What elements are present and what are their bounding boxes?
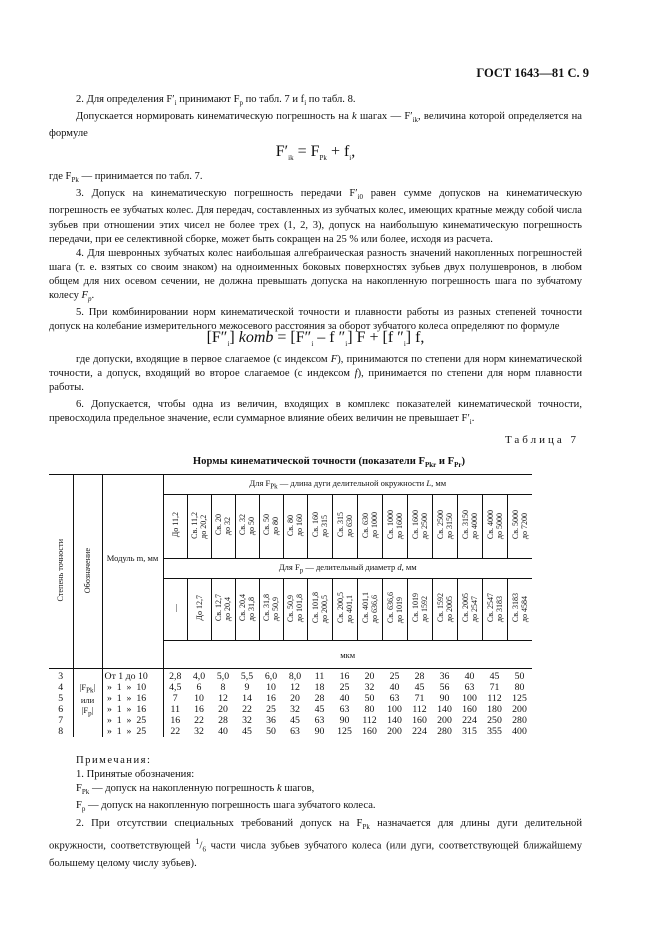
table-cell: 250 <box>487 715 502 726</box>
tolerance-table <box>49 474 532 737</box>
paragraph-5b: где допуски, входящие в первое слагаемое (с индексом F), принимаются по степени для норм кинематической точности, а допуск, входящий во второе слагаемое (с индексом f), принимается по степени для норм плавности работы. <box>49 354 583 394</box>
table-cell: 50 <box>514 671 525 682</box>
degree-column <box>49 669 73 738</box>
table-cell: 8,0 <box>288 671 302 682</box>
table-cell: 40 <box>389 682 400 693</box>
diameter-col-9: Св. 636,6 до 1019 <box>382 579 407 641</box>
col-degree-header: Степень точности <box>49 475 73 669</box>
module-value: » 1 » 16 <box>104 693 147 704</box>
table-cell: 7 <box>172 693 178 704</box>
module-value: » 1 » 25 <box>104 715 147 726</box>
table-cell: 224 <box>462 715 477 726</box>
table-cell: 200 <box>512 704 527 715</box>
module-value: От 1 до 10 <box>104 671 148 682</box>
length-col-1: Св. 11,2 до 20,2 <box>187 495 211 559</box>
table-cell: 11 <box>170 704 180 715</box>
length-col-13: Св. 4000 до 5000 <box>482 495 507 559</box>
degree-value: 5 <box>58 693 64 704</box>
diameter-col-0: — <box>163 579 187 641</box>
table-cell: 11 <box>314 671 325 682</box>
table-cell: 5,5 <box>240 671 254 682</box>
unit-header: мкм <box>163 641 532 669</box>
table-cell: 280 <box>437 726 452 737</box>
table-cell: 6,0 <box>264 671 278 682</box>
table-cell: 90 <box>339 715 350 726</box>
value-column-4 <box>259 669 283 738</box>
module-column <box>102 669 163 738</box>
value-column-8 <box>357 669 382 738</box>
diameter-col-6: Св. 101,8 до 200,5 <box>307 579 332 641</box>
table-cell: 10 <box>194 693 204 704</box>
table-cell: 71 <box>489 682 500 693</box>
table-cell: 20 <box>218 704 228 715</box>
table-cell: 25 <box>266 704 276 715</box>
diameter-col-10: Св. 1019 до 1592 <box>407 579 432 641</box>
value-column-5 <box>283 669 307 738</box>
table-cell: 160 <box>362 726 377 737</box>
table-cell: 8 <box>220 682 226 693</box>
table-cell: 25 <box>389 671 400 682</box>
table-cell: 80 <box>514 682 525 693</box>
page-header: ГОСТ 1643—81 С. 9 <box>476 66 589 80</box>
table-cell: 71 <box>414 693 425 704</box>
group2-header: Для $F_p$ — делительный диаметр d, мм <box>163 559 532 579</box>
length-col-11: Св. 2500 до 3150 <box>432 495 457 559</box>
diameter-col-11: Св. 1592 до 2005 <box>432 579 457 641</box>
table-cell: 63 <box>290 726 300 737</box>
table-cell: 125 <box>512 693 527 704</box>
table-cell: 50 <box>364 693 375 704</box>
notes-block <box>49 754 582 871</box>
length-col-7: Св. 315 до 630 <box>332 495 357 559</box>
table-cell: 45 <box>290 715 300 726</box>
table-cell: 63 <box>389 693 400 704</box>
length-col-0: До 11,2 <box>163 495 187 559</box>
length-col-5: Св. 80 до 160 <box>283 495 307 559</box>
table-cell: 63 <box>339 704 350 715</box>
length-col-2: Св. 20 до 32 <box>211 495 235 559</box>
length-col-6: Св. 160 до 315 <box>307 495 332 559</box>
value-column-10 <box>407 669 432 738</box>
value-column-1 <box>187 669 211 738</box>
value-column-9 <box>382 669 407 738</box>
formula-1: $F'_{ik} = F_{Pk} + f_i$, <box>275 143 356 163</box>
table-cell: 32 <box>194 726 204 737</box>
table-cell: 36 <box>266 715 276 726</box>
table-cell: 200 <box>387 726 402 737</box>
table-cell: 14 <box>242 693 252 704</box>
table-cell: 4,0 <box>192 671 206 682</box>
table-cell: 4,5 <box>169 682 182 693</box>
note-2: 2. При отсутствии специальных требований допуск на $F_{Pk}$ назначается для длины дуги делительной окружности, соответствующей $^1/_6$ части числа зубьев зубчатого колеса (или дуги, соответствующей ближайшему большему целому числу зубьев). <box>49 817 583 869</box>
value-column-0 <box>163 669 187 738</box>
table-cell: 36 <box>439 671 450 682</box>
table-cell: 100 <box>462 693 477 704</box>
formula-2: $[F''_i]$ komb = [$F''_i$ – f $''_i$] F + [f $''_i$] f, <box>206 329 425 349</box>
table-cell: 56 <box>439 682 450 693</box>
note-1: 1. Принятые обозначения: <box>76 769 195 781</box>
table-cell: 28 <box>314 693 325 704</box>
paragraph-4: 4. Для шевронных зубчатых колес наибольшая алгебраическая разность значений накопленных погрешностей шага (т. е. взятых со своим знаком) на одноименных боковых поверхностях зубьев двух полушевронов, в любом общем для них осевом сечении, не должна превышать допуска на накопленную погрешность шага по зубчатому колесу $F_p$. <box>49 247 582 304</box>
table-cell: 9 <box>244 682 250 693</box>
paragraph-2b: Допускается нормировать кинематическую погрешность на k шагах — $F'_{ik}$, величина которой определяется на формуле <box>49 111 582 140</box>
table-cell: 18 <box>314 682 325 693</box>
value-column-7 <box>332 669 357 738</box>
module-value: » 1 » 25 <box>104 726 147 737</box>
paragraph-2: 2. Для определения $F'_i$ принимают $F_p$ по табл. 7 и $f_i$ по табл. 8. <box>76 94 356 108</box>
module-sub-blank <box>102 641 163 669</box>
table-cell: 63 <box>314 715 325 726</box>
degree-value: 8 <box>58 726 64 737</box>
designation-cell: $|F_{Pk}|$ или $|F_p|$ <box>73 669 102 738</box>
table-cell: 40 <box>464 671 475 682</box>
table-cell: 200 <box>437 715 452 726</box>
table-cell: 12 <box>218 693 228 704</box>
table-cell: 32 <box>242 715 252 726</box>
table-cell: 40 <box>339 693 350 704</box>
table-cell: 16 <box>194 704 204 715</box>
degree-value: 3 <box>58 671 64 682</box>
module-value: » 1 » 16 <box>104 704 147 715</box>
length-col-14: Св. 5000 до 7200 <box>507 495 532 559</box>
table-cell: 12 <box>290 682 300 693</box>
paragraph-block-1 <box>49 93 582 142</box>
table-cell: 6 <box>196 682 202 693</box>
table-cell: 50 <box>266 726 276 737</box>
paragraph-3: 3. Допуск на кинематическую погрешность передачи $F'_{i0}$ равен сумме допусков на кинематическую погрешность ее зубчатых колес. Для передач, составленных из зубчатых колес, имеющих кратные между собой числа зубьев при отношении этих чисел не более трех (1, 2, 3), допуск на наибольшую кинематическую погрешность передачи, при ее селективной сборке, может быть сокращен на 25 % или более, исходя из расчета. <box>49 188 582 245</box>
length-col-4: Св. 50 до 80 <box>259 495 283 559</box>
table-cell: 10 <box>266 682 276 693</box>
table-cell: 280 <box>512 715 527 726</box>
table-cell: 100 <box>387 704 402 715</box>
table-cell: 45 <box>414 682 425 693</box>
diameter-col-14: Св. 3183 до 4584 <box>507 579 532 641</box>
table-cell: 40 <box>218 726 228 737</box>
table-cell: 80 <box>364 704 375 715</box>
degree-value: 6 <box>58 704 64 715</box>
diameter-col-7: Св. 200,5 до 401,1 <box>332 579 357 641</box>
table-cell: 45 <box>489 671 500 682</box>
paragraph-block-2 <box>49 170 582 334</box>
note-1a: $F_{Pk}$ — допуск на накопленную погрешность k шагов, <box>76 783 315 797</box>
col-module-header: Модуль m, мм <box>102 475 163 641</box>
table-cell: 20 <box>290 693 300 704</box>
module-value: » 1 » 10 <box>104 682 147 693</box>
table-cell: 160 <box>412 715 427 726</box>
value-column-3 <box>235 669 259 738</box>
table-cell: 5,0 <box>216 671 230 682</box>
col-designation-header: Обозначение <box>73 475 102 669</box>
table-cell: 140 <box>437 704 452 715</box>
table-cell: 400 <box>512 726 527 737</box>
length-col-9: Св. 1000 до 1600 <box>382 495 407 559</box>
table-cell: 22 <box>170 726 181 737</box>
value-column-6 <box>307 669 332 738</box>
where-1: где $F_{Pk}$ — принимается по табл. 7. <box>49 171 203 185</box>
notes-title: Примечания: <box>76 755 152 766</box>
table-cell: 112 <box>362 715 377 726</box>
table-cell: 125 <box>337 726 352 737</box>
table-cell: 224 <box>412 726 427 737</box>
formula-2-wrap <box>49 329 582 348</box>
value-column-12 <box>457 669 482 738</box>
table-cell: 32 <box>290 704 300 715</box>
value-column-14 <box>507 669 532 738</box>
group1-header: Для $F_{Pk}$ — длина дуги делительной окружности L, мм <box>163 475 532 495</box>
table-cell: 355 <box>487 726 502 737</box>
formula-1-wrap <box>49 143 582 162</box>
length-col-3: Св. 32 до 50 <box>235 495 259 559</box>
table-cell: 160 <box>462 704 477 715</box>
table-title: Нормы кинематической точности (показатели $F_{Pkr}$ и $F_{Pr}$) <box>192 456 466 470</box>
paragraph-6: 6. Допускается, чтобы одна из величин, входящих в комплекс показателей кинематической точности, превосходила предельное значение, если суммарное влияние обеих величин не превышает $F'_i$. <box>49 399 582 427</box>
table-cell: 16 <box>266 693 276 704</box>
table-cell: 112 <box>412 704 427 715</box>
table-cell: 140 <box>387 715 402 726</box>
diameter-col-2: Св. 12,7 до 20,4 <box>211 579 235 641</box>
table-cell: 28 <box>218 715 228 726</box>
table-number: Таблица 7 <box>504 434 579 446</box>
diameter-col-4: Св. 31,8 до 50,9 <box>259 579 283 641</box>
length-col-8: Св. 630 до 1000 <box>357 495 382 559</box>
table-cell: 63 <box>464 682 475 693</box>
paragraph-5: 5. При комбинировании норм кинематической точности и плавности работы из разных степеней точности допуск на колебание измерительного межосевого расстояния за оборот зубчатого колеса определяют по формуле <box>49 307 582 333</box>
table-cell: 180 <box>487 704 502 715</box>
diameter-col-12: Св. 2005 до 2547 <box>457 579 482 641</box>
table-cell: 45 <box>242 726 252 737</box>
table-cell: 16 <box>339 671 350 682</box>
degree-value: 4 <box>58 682 64 693</box>
degree-value: 7 <box>58 715 64 726</box>
table-cell: 16 <box>170 715 181 726</box>
table-cell: 90 <box>439 693 450 704</box>
diameter-col-5: Св. 50,9 до 101,8 <box>283 579 307 641</box>
table-cell: 20 <box>364 671 375 682</box>
table-cell: 2,8 <box>169 671 182 682</box>
note-1b: $F_p$ — допуск на накопленную погрешность шага зубчатого колеса. <box>76 800 376 814</box>
table-cell: 315 <box>462 726 477 737</box>
table-cell: 45 <box>314 704 325 715</box>
value-column-13 <box>482 669 507 738</box>
table-cell: 22 <box>242 704 252 715</box>
table-cell: 28 <box>414 671 425 682</box>
diameter-col-1: До 12,7 <box>187 579 211 641</box>
table-cell: 90 <box>314 726 325 737</box>
table-cell: 112 <box>487 693 502 704</box>
length-col-10: Св. 1600 до 2500 <box>407 495 432 559</box>
table-cell: 25 <box>339 682 350 693</box>
length-col-12: Св. 3150 до 4000 <box>457 495 482 559</box>
value-column-11 <box>432 669 457 738</box>
diameter-col-13: Св. 2547 до 3183 <box>482 579 507 641</box>
table-cell: 22 <box>194 715 204 726</box>
diameter-col-3: Св. 20,4 до 31,8 <box>235 579 259 641</box>
table-cell: 32 <box>364 682 375 693</box>
value-column-2 <box>211 669 235 738</box>
diameter-col-8: Св. 401,1 до 636,6 <box>357 579 382 641</box>
paragraph-block-3 <box>49 353 582 430</box>
